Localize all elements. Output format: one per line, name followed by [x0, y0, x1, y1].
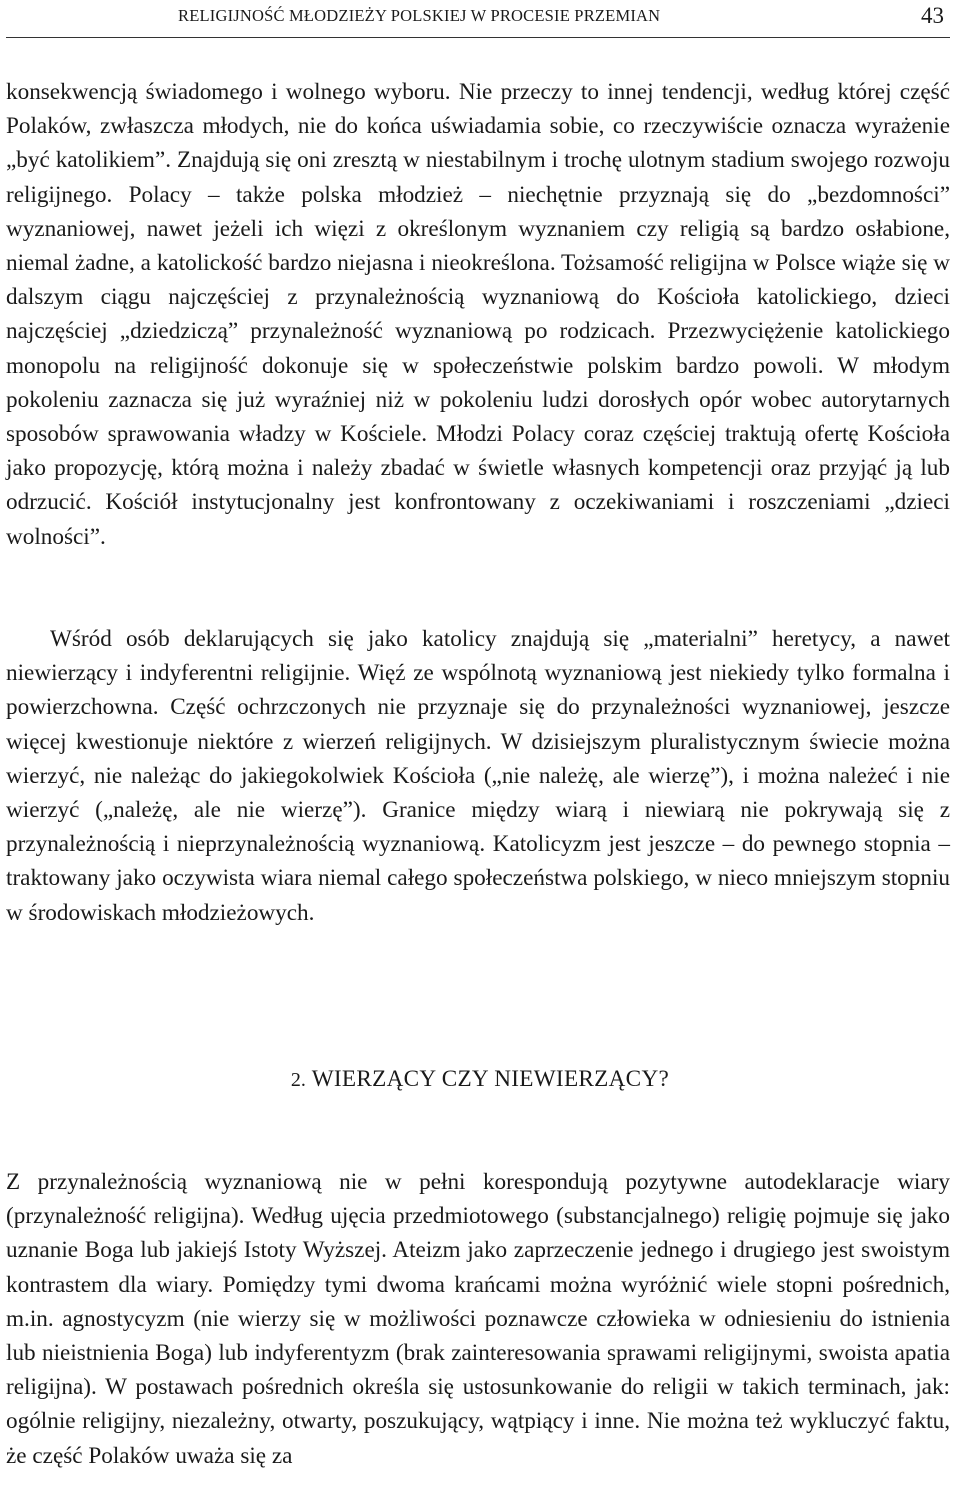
- page-number: 43: [921, 3, 944, 28]
- paragraph-section-intro: [6, 1165, 950, 1473]
- paragraph-continuation: [6, 75, 950, 554]
- paragraph-text: konsekwencją świadomego i wolnego wyboru. Nie przeczy to innej tendencji, według której część Polaków, zwłaszcza młodych, nie do końca uświadamia sobie, co rzeczywiście oznacza wyrażenie „być katolikiem”. Znajdują się oni zresztą w niestabilnym i trochę ulotnym stadium swojego rozwoju religijnego. Polacy – także polska młodzież – niechętnie przyznają się do „bezdomności” wyznaniowej, nawet jeżeli ich więzi z określonym wyznaniem czy religią są bardzo osłabione, niemal żadne, a katolickość bardzo niejasna i nieokreślona. Tożsamość religijna w Polsce wiąże się w dalszym ciągu najczęściej z przynależnością wyznaniową do Kościoła katolickiego, dzieci najczęściej „dziedziczą” przynależność wyznaniową po rodzicach. Przezwyciężenie katolickiego monopolu na religijność dokonuje się w społeczeństwie polskim bardzo powoli. W młodym pokoleniu zaznacza się już wyraźniej niż w pokoleniu ludzi dorosłych opór wobec autorytarnych sposobów sprawowania władzy w Kościele. Młodzi Polacy coraz częściej traktują ofertę Kościoła jako propozycję, którą można i należy zbadać w świetle własnych kompetencji oraz przyjąć ją lub odrzucić. Kościół instytucjonalny jest konfrontowany z oczekiwaniami i roszczeniami „dzieci wolności”.: [6, 79, 950, 550]
- running-title: RELIGIJNOŚĆ MŁODZIEŻY POLSKIEJ W PROCESIE PRZEMIAN: [178, 6, 661, 25]
- paragraph-catholics: [6, 622, 950, 930]
- header-rule: [6, 37, 950, 38]
- paragraph-text: Z przynależnością wyznaniową nie w pełni korespondują pozytywne autodeklaracje wiary (przynależność religijna). Według ujęcia przedmiotowego (substancjalnego) religię pojmuje się jako uznanie Boga lub jakiejś Istoty Wyższej. Ateizm jako zaprzeczenie jednego i drugiego jest swoistym kontrastem dla wiary. Pomiędzy tymi dwoma krańcami można wyróżnić wiele stopni pośrednich, m.in. agnostycyzm (nie wierzy się w możliwości poznawcze człowieka w odniesieniu do istnienia lub nieistnienia Boga) lub indyferentyzm (brak zainteresowania sprawami religijnymi, swoista apatia religijna). W postawach pośrednich określa się ustosunkowanie do religii w takich terminach, jak: ogólnie religijny, niezależny, otwarty, poszukujący, wątpiący i inne. Nie można też wykluczyć faktu, że część Polaków uważa się za: [6, 1169, 950, 1469]
- section-title: WIERZĄCY CZY NIEWIERZĄCY?: [311, 1066, 670, 1092]
- section-heading: [0, 1066, 960, 1093]
- section-number: 2.: [290, 1069, 306, 1091]
- paragraph-text: Wśród osób deklarujących się jako katolicy znajdują się „materialni” heretycy, a nawet niewierzący i indyferentni religijnie. Więź ze wspólnotą wyznaniową jest niekiedy tylko formalna i powierzchowna. Część ochrzczonych nie przyznaje się do przynależności wyznaniowej, jeszcze więcej kwestionuje niektóre z wierzeń religijnych. W dzisiejszym pluralistycznym świecie można wierzyć, nie należąc do jakiegokolwiek Kościoła („nie należę, ale wierzę”), i można należeć i nie wierzyć („należę, ale nie wierzę”). Granice między wiarą i niewiarą nie pokrywają się z przynależnością i nieprzynależnością wyznaniową. Katolicyzm jest jeszcze – do pewnego stopnia – traktowany jako oczywista wiara niemal całego społeczeństwa polskiego, w nieco mniejszym stopniu w środowiskach młodzieżowych.: [6, 626, 950, 926]
- running-header: [0, 0, 960, 40]
